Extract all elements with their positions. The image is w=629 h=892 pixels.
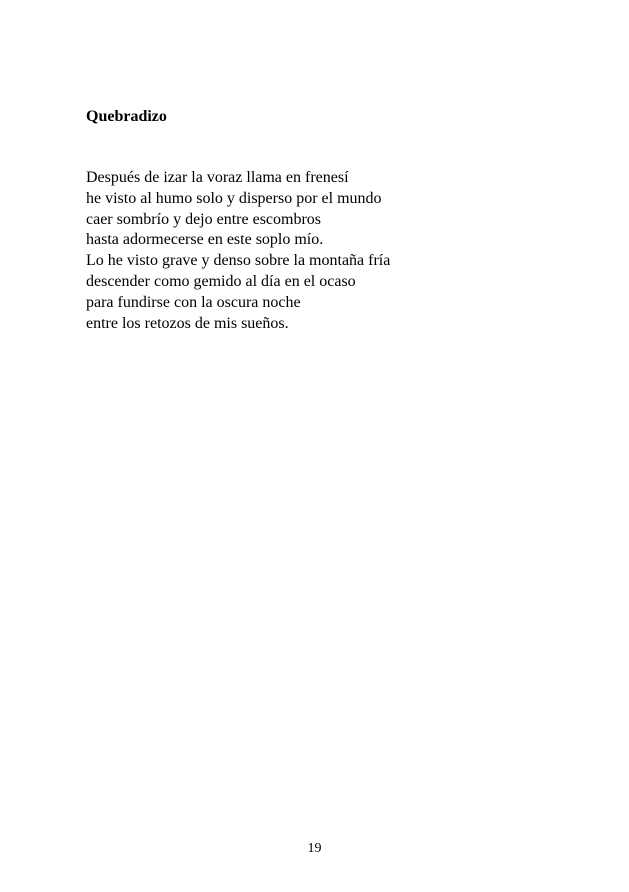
poem-body [86, 168, 390, 334]
poem-line: caer sombrío y dejo entre escombros [86, 210, 322, 228]
page-number: 19 [307, 841, 322, 856]
poem-line: Después de izar la voraz llama en frenesí [86, 169, 349, 186]
poem-line: para fundirse con la oscura noche [86, 293, 301, 311]
poem-line: he visto al humo solo y disperso por el mundo [86, 189, 382, 207]
poem-line: descender como gemido al día en el ocaso [86, 272, 356, 290]
poem-line: entre los retozos de mis sueños. [86, 314, 289, 332]
poem-line: hasta adormecerse en este soplo mío. [86, 231, 324, 249]
poem-line: Lo he visto grave y denso sobre la montaña fría [86, 252, 391, 270]
poem-title: Quebradizo [86, 108, 167, 125]
